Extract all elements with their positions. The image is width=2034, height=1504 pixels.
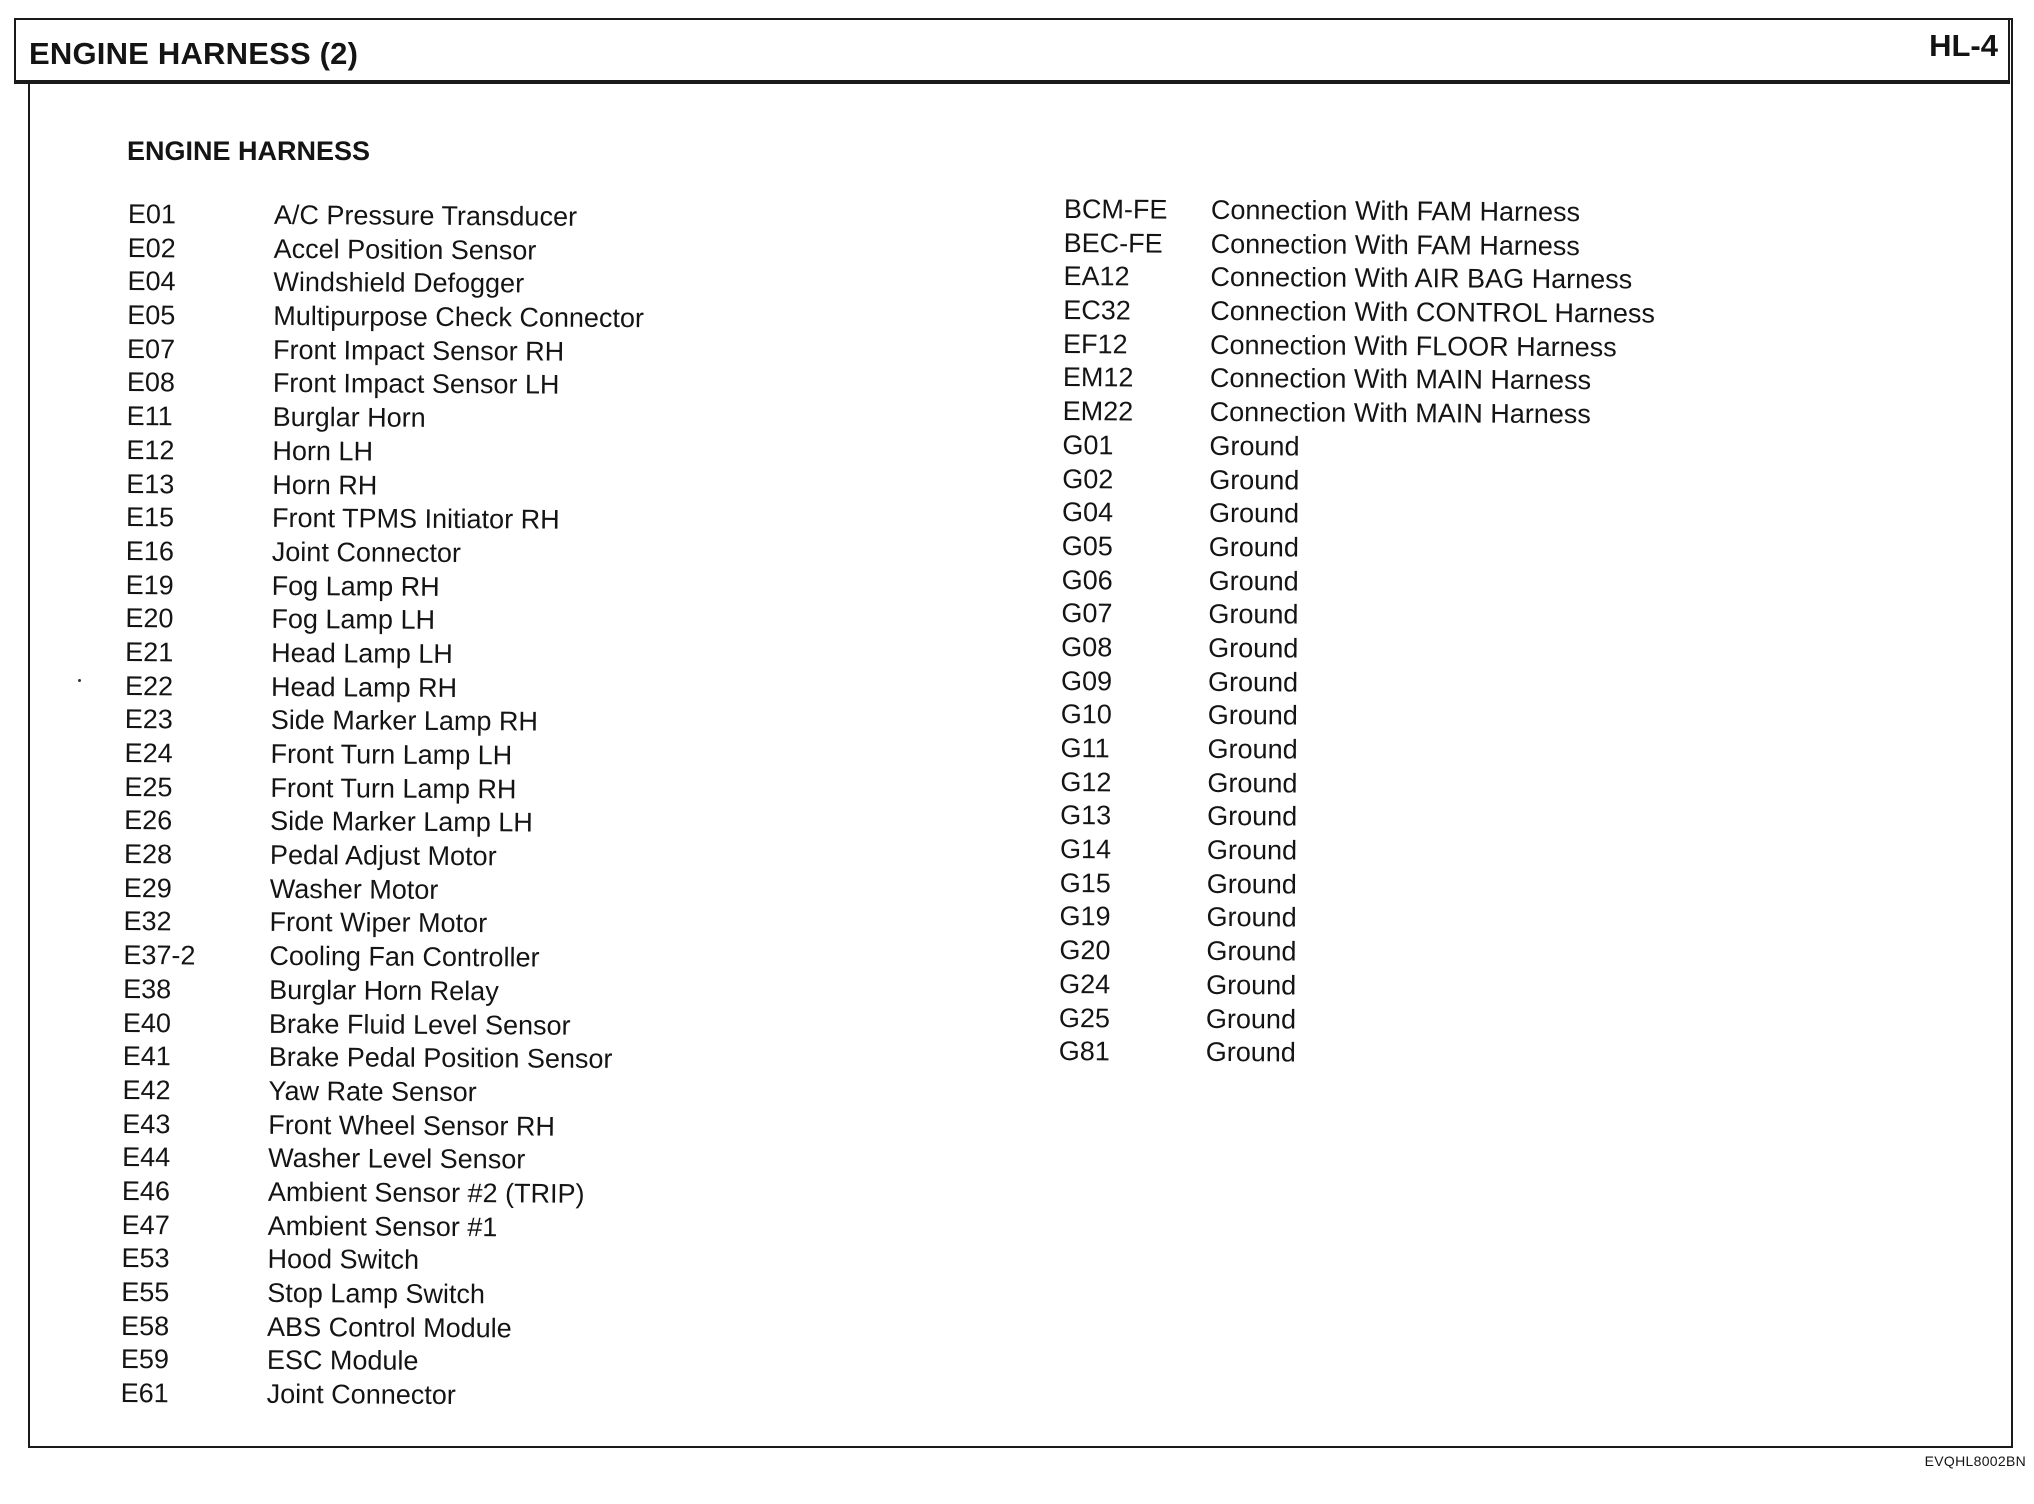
connector-description: Burglar Horn bbox=[272, 402, 426, 433]
connector-description: Ground bbox=[1208, 565, 1299, 597]
connector-code: E26 bbox=[124, 805, 173, 836]
connector-row bbox=[124, 838, 641, 875]
connector-code: G02 bbox=[1062, 463, 1114, 494]
connector-row bbox=[1060, 766, 1652, 803]
connector-row bbox=[1061, 665, 1653, 702]
connector-description: Ground bbox=[1206, 969, 1297, 1001]
connector-description: Ground bbox=[1208, 599, 1299, 630]
connector-row bbox=[124, 804, 641, 841]
connector-code: E55 bbox=[121, 1276, 170, 1308]
connector-row bbox=[121, 1377, 638, 1414]
connector-description: Ground bbox=[1207, 666, 1299, 698]
connector-code: G08 bbox=[1061, 631, 1113, 663]
connector-description: Connection With MAIN Harness bbox=[1209, 397, 1591, 430]
connector-description: Ground bbox=[1208, 632, 1299, 664]
connector-code: E61 bbox=[120, 1378, 169, 1409]
connector-row bbox=[121, 1310, 638, 1347]
connector-code: E42 bbox=[122, 1074, 171, 1106]
connector-code: E29 bbox=[123, 872, 172, 904]
connector-description: Front Turn Lamp LH bbox=[270, 738, 513, 771]
connector-row bbox=[1063, 328, 1655, 365]
connector-description: Front TPMS Initiator RH bbox=[271, 503, 560, 535]
connector-row bbox=[1062, 530, 1654, 567]
connector-row bbox=[1059, 900, 1651, 937]
connector-row bbox=[124, 771, 641, 808]
connector-code: E16 bbox=[125, 535, 174, 567]
connector-description: Stop Lamp Switch bbox=[267, 1277, 486, 1310]
connector-row bbox=[1061, 597, 1653, 634]
connector-row bbox=[127, 299, 644, 336]
connector-code: E21 bbox=[125, 636, 174, 668]
connector-description: Ground bbox=[1208, 498, 1300, 529]
connector-row bbox=[1062, 564, 1654, 601]
connector-description: Ground bbox=[1205, 1037, 1296, 1068]
connector-code: E15 bbox=[125, 502, 175, 533]
connector-description: Windshield Defogger bbox=[273, 267, 525, 299]
connector-description: Ground bbox=[1208, 531, 1299, 563]
connector-code: E44 bbox=[122, 1142, 171, 1173]
connector-code: E19 bbox=[125, 569, 174, 600]
connector-row bbox=[124, 872, 641, 909]
connector-code: E23 bbox=[124, 704, 173, 735]
connector-row bbox=[126, 501, 643, 538]
connector-code: E13 bbox=[126, 468, 175, 499]
connector-code: E47 bbox=[121, 1209, 170, 1240]
connector-row bbox=[128, 232, 645, 269]
connector-code: E25 bbox=[124, 771, 173, 802]
connector-code: E53 bbox=[121, 1243, 170, 1274]
connector-code: EM22 bbox=[1062, 396, 1134, 427]
connector-description: Horn RH bbox=[272, 469, 378, 501]
connector-description: Front Impact Sensor LH bbox=[272, 368, 560, 401]
connector-description: Ground bbox=[1209, 430, 1300, 462]
connector-code: G15 bbox=[1059, 867, 1111, 899]
connector-code: G14 bbox=[1059, 834, 1112, 865]
connector-row bbox=[122, 1074, 639, 1111]
connector-code: E07 bbox=[126, 333, 176, 365]
connector-code: E04 bbox=[127, 266, 176, 297]
connector-code: E38 bbox=[123, 973, 172, 1005]
title-bar bbox=[14, 18, 2010, 84]
connector-description: Pedal Adjust Motor bbox=[269, 839, 497, 872]
connector-row bbox=[126, 467, 643, 504]
connector-row bbox=[127, 265, 644, 302]
connector-description: Ground bbox=[1205, 1003, 1297, 1034]
connector-code: G06 bbox=[1061, 564, 1113, 595]
connector-description: Ground bbox=[1206, 868, 1297, 900]
connector-code: E22 bbox=[124, 670, 174, 701]
connector-row bbox=[123, 939, 640, 976]
connector-row bbox=[121, 1242, 638, 1279]
connector-code: E24 bbox=[124, 737, 173, 769]
connector-description: ESC Module bbox=[266, 1345, 419, 1377]
page-number: HL-4 bbox=[1929, 28, 1998, 63]
connector-description: Fog Lamp RH bbox=[271, 570, 440, 602]
connector-description: Front Impact Sensor RH bbox=[272, 334, 565, 367]
connector-row bbox=[1063, 395, 1655, 432]
connector-code: EC32 bbox=[1063, 295, 1131, 326]
connector-description: Hood Switch bbox=[267, 1244, 420, 1276]
connector-row bbox=[127, 400, 644, 437]
connector-row bbox=[125, 670, 642, 707]
connector-row bbox=[1063, 361, 1655, 398]
connector-code: E12 bbox=[126, 434, 175, 466]
connector-code: E28 bbox=[123, 839, 173, 870]
connector-description: Ground bbox=[1207, 801, 1298, 832]
connector-description: Ground bbox=[1206, 936, 1297, 967]
connector-row bbox=[1063, 294, 1655, 331]
connector-description: Head Lamp RH bbox=[270, 671, 458, 703]
section-heading: ENGINE HARNESS bbox=[127, 136, 371, 166]
connector-description: ABS Control Module bbox=[267, 1311, 512, 1344]
connector-description: Side Marker Lamp RH bbox=[270, 705, 538, 737]
connector-code: E59 bbox=[120, 1344, 170, 1375]
connector-code: G04 bbox=[1061, 497, 1114, 528]
connector-code: E11 bbox=[126, 401, 173, 432]
connector-row bbox=[1061, 732, 1653, 769]
connector-row bbox=[123, 905, 640, 942]
connector-description: Ground bbox=[1207, 700, 1298, 731]
connector-code: G09 bbox=[1060, 665, 1113, 696]
connector-row bbox=[1059, 1001, 1651, 1038]
connector-description: Washer Motor bbox=[269, 873, 439, 905]
connector-row bbox=[1060, 867, 1652, 904]
connector-code: G10 bbox=[1060, 699, 1112, 730]
connector-description: Head Lamp LH bbox=[271, 637, 453, 669]
connector-code: E40 bbox=[122, 1007, 172, 1038]
connector-description: Cooling Fan Controller bbox=[269, 941, 540, 973]
connector-code: E41 bbox=[122, 1041, 171, 1072]
connector-description: Horn LH bbox=[272, 435, 374, 467]
connector-row bbox=[1059, 934, 1651, 971]
connector-row bbox=[1061, 631, 1653, 668]
connector-code: E37-2 bbox=[123, 940, 196, 971]
connector-row bbox=[1062, 496, 1654, 533]
connector-description: Connection With FLOOR Harness bbox=[1209, 329, 1617, 363]
connector-description: Connection With CONTROL Harness bbox=[1210, 295, 1656, 329]
connector-code: EM12 bbox=[1062, 362, 1134, 393]
connector-code: EF12 bbox=[1062, 328, 1128, 360]
connector-row bbox=[1059, 968, 1651, 1005]
connector-description: Ground bbox=[1209, 464, 1300, 495]
connector-row bbox=[123, 1040, 640, 1077]
connector-code: E20 bbox=[125, 603, 174, 634]
connector-description: A/C Pressure Transducer bbox=[273, 199, 578, 232]
connector-row bbox=[122, 1108, 639, 1145]
connector-code: E02 bbox=[127, 232, 176, 263]
connector-description: Yaw Rate Sensor bbox=[268, 1075, 477, 1108]
connector-description: Ground bbox=[1207, 767, 1298, 799]
connector-code: E05 bbox=[127, 300, 176, 331]
connector-row bbox=[127, 333, 644, 370]
connector-description: Ground bbox=[1206, 834, 1298, 866]
connector-code: G01 bbox=[1062, 429, 1114, 461]
connector-description: Ground bbox=[1207, 733, 1298, 765]
connector-row bbox=[126, 569, 643, 606]
connector-code: E32 bbox=[123, 906, 172, 937]
connector-description: Joint Connector bbox=[266, 1378, 456, 1411]
connector-row bbox=[125, 602, 642, 639]
connector-description: Accel Position Sensor bbox=[273, 233, 537, 266]
connector-row bbox=[125, 703, 642, 740]
connector-row bbox=[1064, 227, 1656, 264]
connector-row bbox=[122, 1175, 639, 1212]
connector-row bbox=[125, 636, 642, 673]
connector-code: E08 bbox=[126, 367, 176, 398]
connector-description: Connection With MAIN Harness bbox=[1209, 363, 1592, 396]
connector-row bbox=[1061, 698, 1653, 735]
connector-description: Ground bbox=[1206, 902, 1297, 933]
connector-code: G81 bbox=[1058, 1036, 1110, 1067]
connector-row bbox=[122, 1209, 639, 1246]
connector-row bbox=[121, 1276, 638, 1313]
page-title: ENGINE HARNESS (2) bbox=[29, 36, 359, 71]
connector-description: Connection With FAM Harness bbox=[1210, 194, 1581, 228]
connector-description: Brake Pedal Position Sensor bbox=[268, 1042, 613, 1075]
connector-row bbox=[126, 434, 643, 471]
connector-row bbox=[122, 1141, 639, 1178]
connector-row bbox=[123, 1006, 640, 1043]
connector-code: G11 bbox=[1060, 732, 1110, 764]
connector-description: Fog Lamp LH bbox=[271, 604, 436, 636]
figure-code: EVQHL8002BN bbox=[1924, 1453, 2026, 1469]
connector-row bbox=[121, 1343, 638, 1380]
connector-description: Connection With FAM Harness bbox=[1210, 228, 1580, 261]
connector-list-left bbox=[121, 198, 645, 1414]
connector-row bbox=[1062, 462, 1654, 499]
scan-speck bbox=[78, 679, 81, 682]
connector-code: E01 bbox=[127, 198, 177, 230]
connector-row bbox=[123, 973, 640, 1010]
connector-row bbox=[1060, 799, 1652, 836]
connector-code: E43 bbox=[122, 1108, 171, 1139]
connector-row bbox=[126, 535, 643, 572]
connector-code: G07 bbox=[1061, 598, 1113, 629]
connector-code: G12 bbox=[1060, 766, 1112, 797]
connector-code: G20 bbox=[1059, 935, 1111, 966]
connector-description: Front Wiper Motor bbox=[269, 907, 488, 939]
connector-description: Joint Connector bbox=[271, 536, 462, 568]
connector-row bbox=[1062, 429, 1654, 466]
connector-description: Burglar Horn Relay bbox=[269, 974, 499, 1007]
connector-row bbox=[128, 198, 645, 235]
connector-code: E58 bbox=[121, 1310, 170, 1341]
connector-description: Ambient Sensor #2 (TRIP) bbox=[267, 1176, 585, 1209]
connector-code: G25 bbox=[1058, 1002, 1111, 1033]
connector-description: Brake Fluid Level Sensor bbox=[268, 1008, 571, 1041]
connector-code: G05 bbox=[1061, 530, 1113, 562]
connector-description: Ambient Sensor #1 bbox=[267, 1210, 498, 1242]
connector-description: Multipurpose Check Connector bbox=[273, 300, 645, 334]
connector-code: G13 bbox=[1060, 800, 1112, 831]
connector-row bbox=[1060, 833, 1652, 870]
connector-row bbox=[1059, 1035, 1651, 1072]
connector-list-right bbox=[1059, 193, 1656, 1072]
connector-description: Connection With AIR BAG Harness bbox=[1210, 262, 1633, 295]
connector-code: EA12 bbox=[1063, 261, 1130, 292]
connector-code: E46 bbox=[121, 1175, 171, 1207]
connector-description: Front Turn Lamp RH bbox=[270, 772, 517, 805]
connector-row bbox=[1064, 193, 1656, 230]
connector-description: Front Wheel Sensor RH bbox=[268, 1109, 556, 1142]
connector-row bbox=[125, 737, 642, 774]
connector-code: BEC-FE bbox=[1063, 227, 1163, 259]
connector-code: G19 bbox=[1059, 901, 1111, 932]
connector-code: G24 bbox=[1059, 968, 1111, 1000]
connector-row bbox=[127, 366, 644, 403]
connector-description: Washer Level Sensor bbox=[268, 1143, 526, 1175]
connector-row bbox=[1063, 260, 1655, 297]
connector-code: BCM-FE bbox=[1063, 193, 1168, 225]
connector-description: Side Marker Lamp LH bbox=[270, 806, 533, 838]
